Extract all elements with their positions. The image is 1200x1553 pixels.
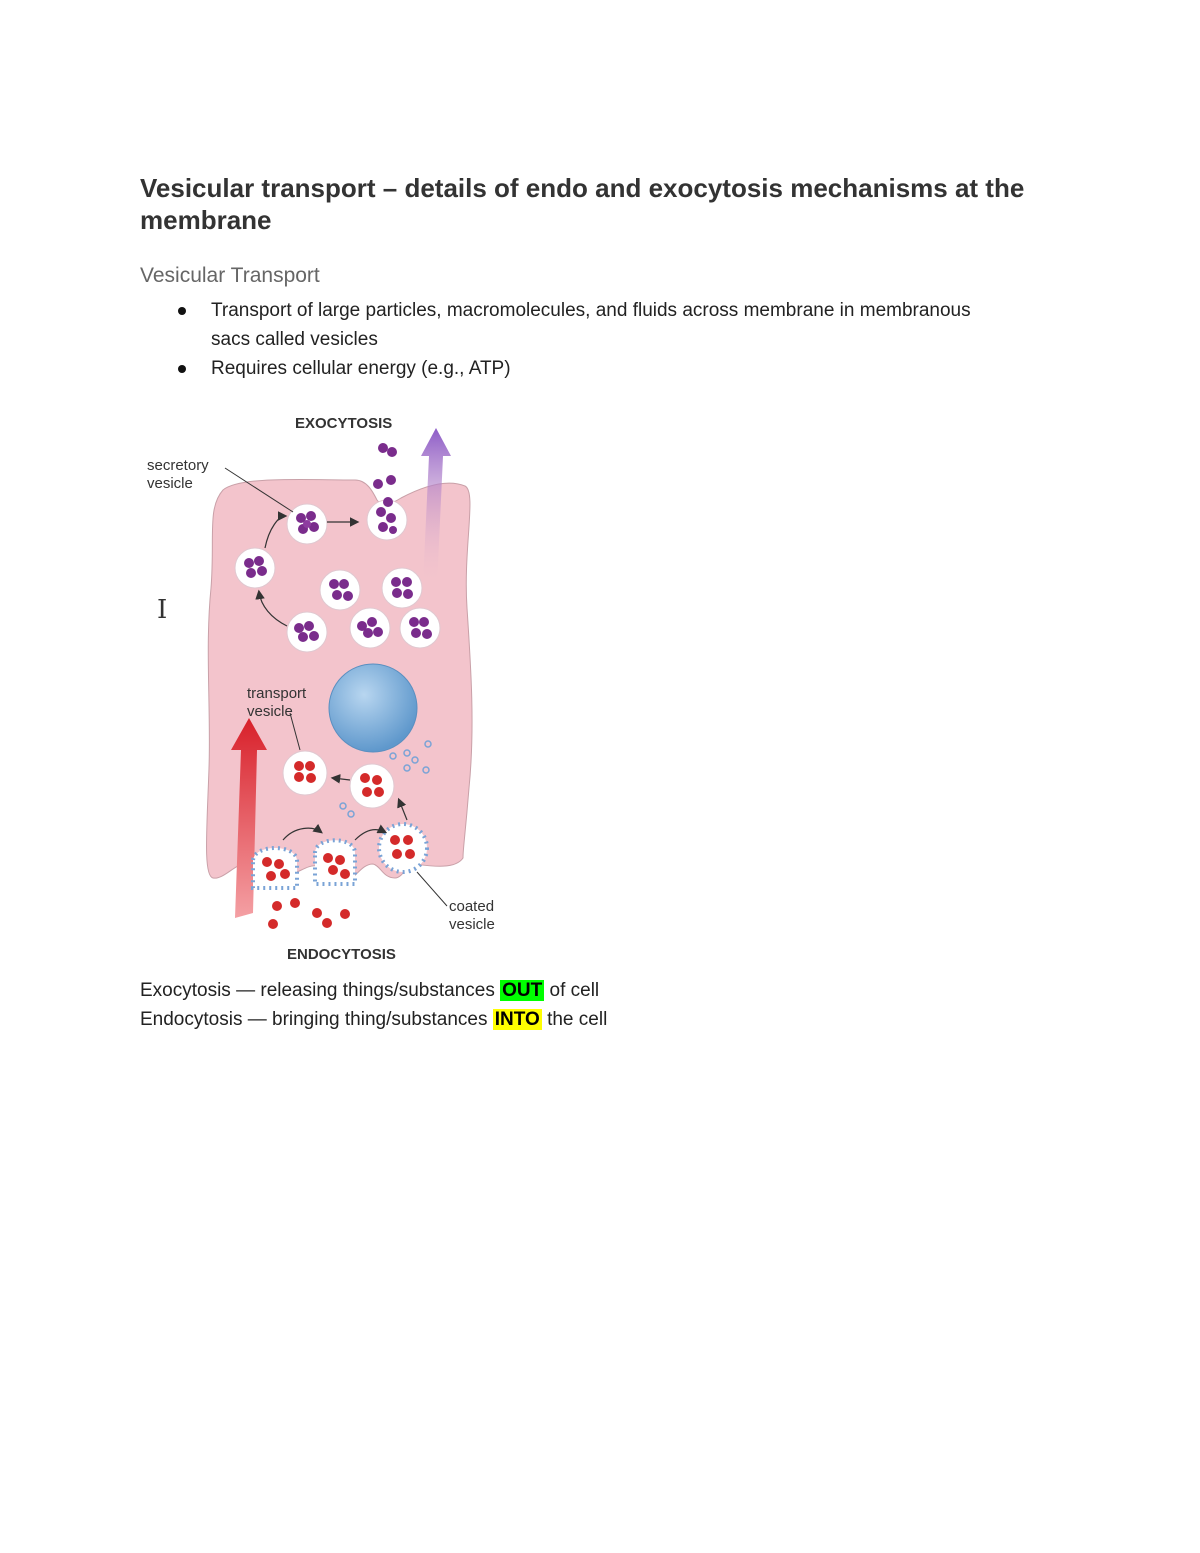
exocytosis-definition-suffix: of cell — [544, 980, 600, 1001]
secretory-vesicle-label-line1: secretory — [147, 457, 209, 474]
released-particles — [373, 443, 397, 507]
endocytosis-label: ENDOCYTOSIS — [287, 946, 396, 963]
endocytosis-definition — [140, 1005, 1040, 1034]
coated-vesicle-label-line1: coated — [449, 898, 495, 915]
diagram-svg — [145, 408, 510, 968]
exocytosis-definition — [140, 976, 1040, 1005]
highlight-out: OUT — [502, 980, 543, 1001]
bullet-list — [140, 296, 1000, 383]
endocytosis-definition-suffix: the cell — [541, 1009, 608, 1030]
endocytosis-definition-prefix: Endocytosis — bringing thing/substances — [140, 1009, 493, 1030]
vesicular-transport-figure — [145, 408, 510, 968]
bullet-icon — [178, 307, 186, 315]
section-heading: Vesicular Transport — [140, 264, 320, 287]
bullet-text: Transport of large particles, macromolecules, and fluids across membrane in membranous sacs called vesicles — [211, 300, 971, 350]
outside-particles — [268, 898, 350, 929]
nucleus — [329, 664, 417, 752]
page-title: Vesicular transport – details of endo and exocytosis mechanisms at the membrane — [140, 173, 1025, 235]
exocytosis-label: EXOCYTOSIS — [295, 415, 393, 432]
list-item — [140, 354, 1000, 383]
exocytosis-definition-prefix: Exocytosis — releasing things/substances — [140, 980, 501, 1001]
bullet-text: Requires cellular energy (e.g., ATP) — [211, 358, 511, 379]
highlight-into: INTO — [494, 1009, 540, 1030]
list-item — [140, 296, 1000, 354]
bullet-icon — [178, 365, 186, 373]
text-cursor-icon: I — [157, 595, 168, 625]
transport-vesicle-label-line2: vesicle — [247, 703, 293, 720]
definitions — [140, 976, 1040, 1034]
transport-vesicle-label-line1: transport — [247, 685, 307, 702]
coated-vesicle-label-line2: vesicle — [449, 916, 495, 933]
secretory-vesicle-label-line2: vesicle — [147, 475, 193, 492]
